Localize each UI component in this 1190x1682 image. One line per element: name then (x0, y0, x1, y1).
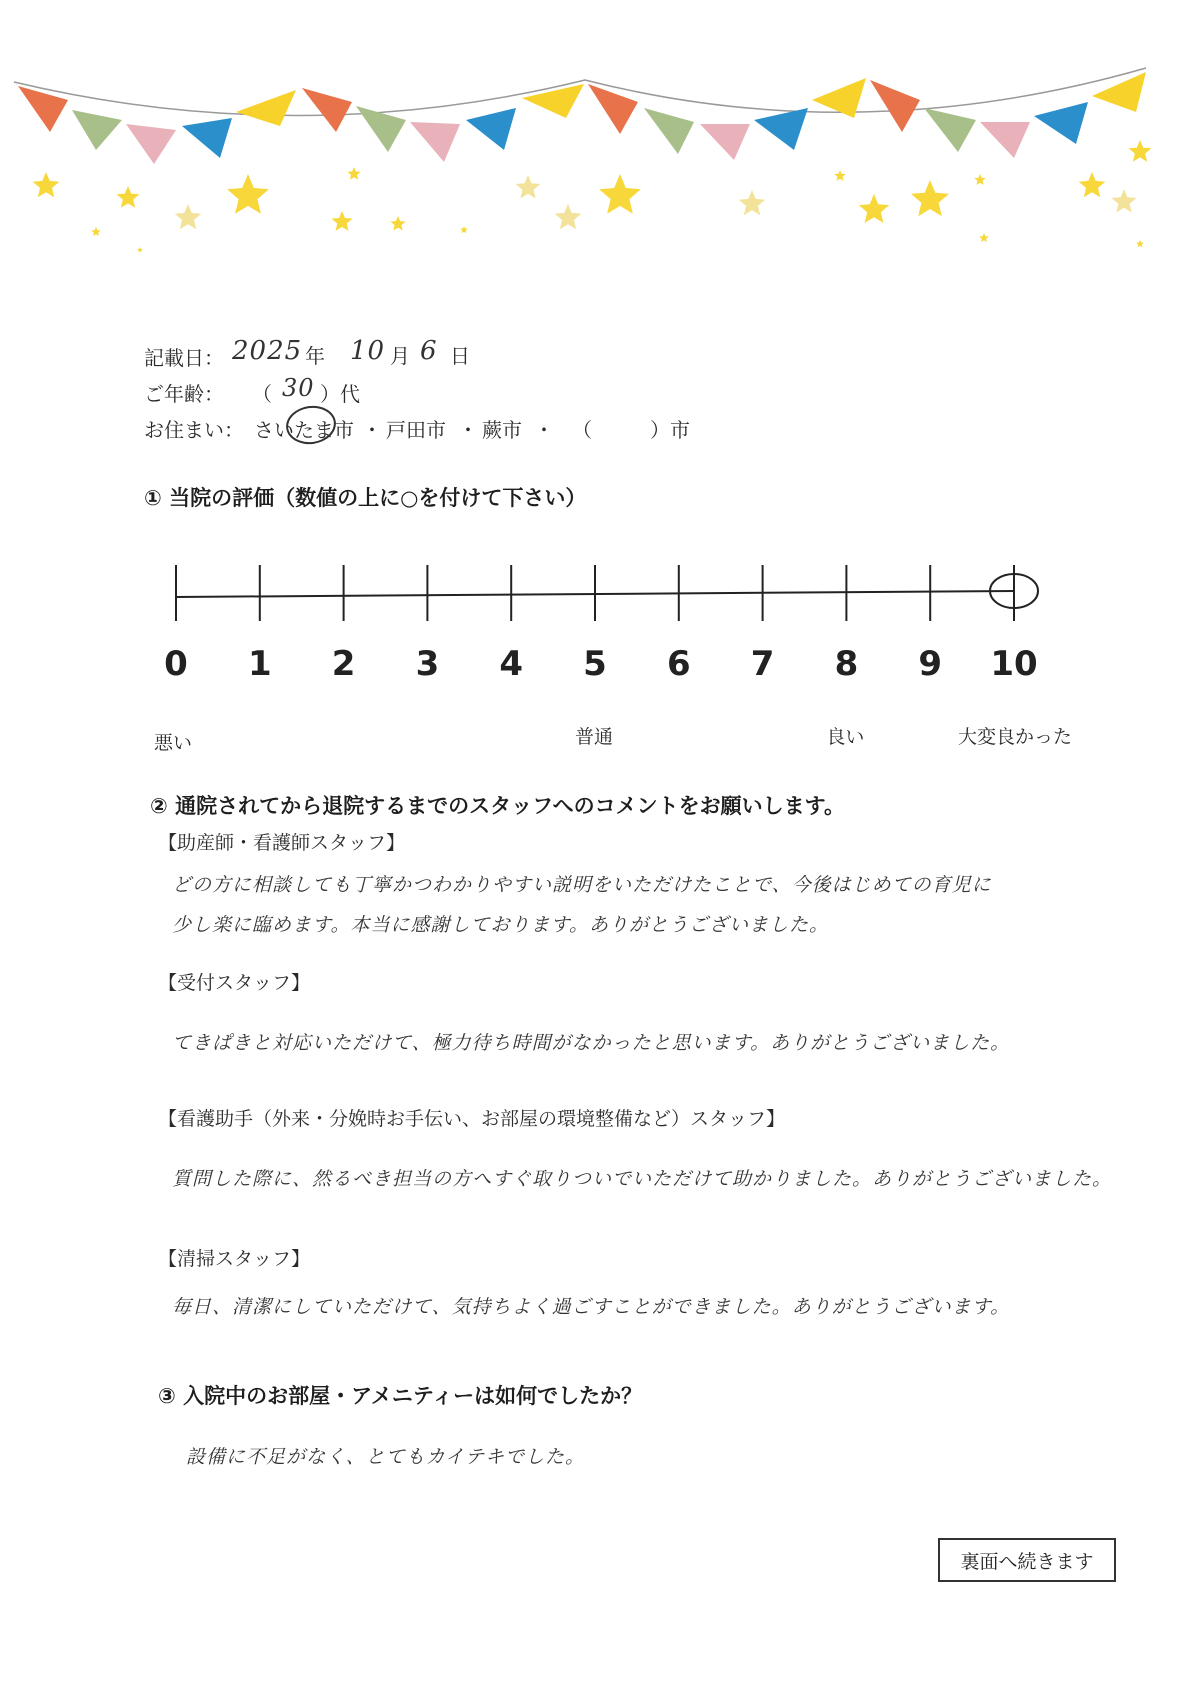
scale-tick-label: 10 (990, 644, 1038, 684)
section-label-midwife-nurse: 【助産師・看護師スタッフ】 (158, 832, 406, 854)
bunting-decoration (0, 0, 1190, 280)
bunting-flag (588, 84, 638, 134)
scale-tick-label: 3 (415, 644, 440, 684)
comment-nursing-assistant: 質問した際に、然るべき担当の方へすぐ取りついでいただけて助かりました。ありがとうございました。 (172, 1168, 1113, 1190)
star-icon (859, 194, 889, 223)
comment-midwife-nurse-line2: 少し楽に臨めます。本当に感謝しております。ありがとうございました。 (172, 914, 829, 936)
star-icon (175, 204, 202, 229)
age-open-paren: （ (252, 382, 272, 406)
bunting-flag (644, 108, 694, 154)
date-day-value: 6 (420, 336, 438, 366)
month-unit: 月 (390, 344, 410, 368)
q1-heading: ① 当院の評価（数値の上に○を付けて下さい） (144, 486, 587, 510)
bunting-flag (700, 124, 750, 160)
age-close-paren: ）代 (320, 382, 360, 406)
scale-tick-label: 2 (331, 644, 356, 684)
section-label-cleaning: 【清掃スタッフ】 (158, 1248, 311, 1270)
bunting-flag (182, 118, 232, 158)
scale-tick-label: 8 (834, 644, 859, 684)
residence-label: お住まい： (144, 418, 244, 442)
star-icon (460, 226, 468, 233)
bunting-flag (466, 108, 516, 150)
star-icon (1136, 240, 1144, 247)
bunting-flag (754, 108, 808, 150)
bunting-flag (1092, 72, 1146, 112)
bunting-flag (302, 88, 352, 132)
bunting-flag (980, 122, 1030, 158)
bunting-flag (126, 124, 176, 164)
scale-tick-label: 4 (499, 644, 524, 684)
bunting-flag (410, 122, 460, 162)
age-label: ご年齢： (144, 382, 224, 406)
comment-cleaning: 毎日、清潔にしていただけて、気持ちよく過ごすことができました。ありがとうございます。 (172, 1296, 1011, 1318)
scale-tick-label: 6 (666, 644, 691, 684)
star-icon (1129, 140, 1152, 162)
star-icon (137, 247, 143, 252)
age-value: 30 (282, 374, 315, 402)
separator: ・ (534, 418, 554, 442)
scale-tick-label: 5 (583, 644, 607, 684)
year-unit: 年 (305, 344, 325, 368)
section-label-reception: 【受付スタッフ】 (158, 972, 311, 994)
residence-option-saitama: さいたま市 (254, 418, 354, 442)
separator: ・ (458, 418, 478, 442)
bunting-string (14, 68, 1146, 116)
scale-label: 悪い (154, 732, 193, 754)
star-icon (911, 180, 949, 216)
scale-label: 普通 (575, 726, 614, 748)
day-unit: 日 (450, 344, 470, 368)
q3-answer: 設備に不足がなく、とてもカイテキでした。 (186, 1446, 586, 1468)
bunting-flag (924, 108, 976, 152)
star-icon (347, 167, 360, 180)
continue-on-back-notice: 裏面へ続きます (938, 1538, 1116, 1582)
star-icon (227, 174, 269, 214)
scale-tick-label: 9 (918, 644, 943, 684)
star-icon (332, 211, 353, 231)
rating-scale (150, 535, 1038, 695)
star-icon (1079, 172, 1106, 197)
star-icon (117, 186, 140, 208)
date-year-value: 2025 (232, 336, 303, 366)
star-icon (599, 174, 641, 214)
residence-other-open: （ (572, 418, 592, 442)
bunting-flag (870, 80, 920, 132)
star-icon (979, 233, 989, 242)
date-label: 記載日： (144, 346, 224, 370)
scale-tick-label: 0 (164, 644, 188, 684)
scale-tick-label: 7 (750, 644, 775, 684)
star-icon (91, 227, 101, 236)
separator: ・ (362, 418, 382, 442)
date-month-value: 10 (350, 336, 386, 366)
star-icon (739, 190, 766, 215)
scale-tick-label: 1 (247, 644, 272, 684)
star-icon (555, 204, 582, 229)
bunting-flag (522, 84, 584, 118)
section-label-nursing-assistant: 【看護助手（外来・分娩時お手伝い、お部屋の環境整備など）スタッフ】 (158, 1108, 786, 1130)
bunting-flag (236, 90, 296, 126)
residence-other-close: ）市 (650, 418, 690, 442)
star-icon (33, 172, 60, 197)
comment-midwife-nurse-line1: どの方に相談しても丁寧かつわかりやすい説明をいただけたことで、今後はじめての育児に (172, 874, 992, 896)
scale-label: 大変良かった (958, 726, 1073, 748)
bunting-flag (72, 110, 122, 150)
star-icon (1112, 189, 1137, 213)
bunting-flag (1034, 102, 1088, 144)
star-icon (974, 174, 985, 185)
comment-reception: てきぱきと対応いただけて、極力待ち時間がなかったと思います。ありがとうございました。 (172, 1032, 1011, 1054)
star-icon (834, 170, 845, 181)
residence-option-warabi: 蕨市 (482, 418, 522, 442)
scale-label: 良い (826, 726, 865, 748)
star-icon (516, 175, 541, 199)
residence-option-toda: 戸田市 (386, 418, 446, 442)
q2-heading: ② 通院されてから退院するまでのスタッフへのコメントをお願いします。 (150, 794, 845, 818)
star-icon (390, 216, 405, 231)
q3-heading: ③ 入院中のお部屋・アメニティーは如何でしたか？ (158, 1384, 643, 1408)
